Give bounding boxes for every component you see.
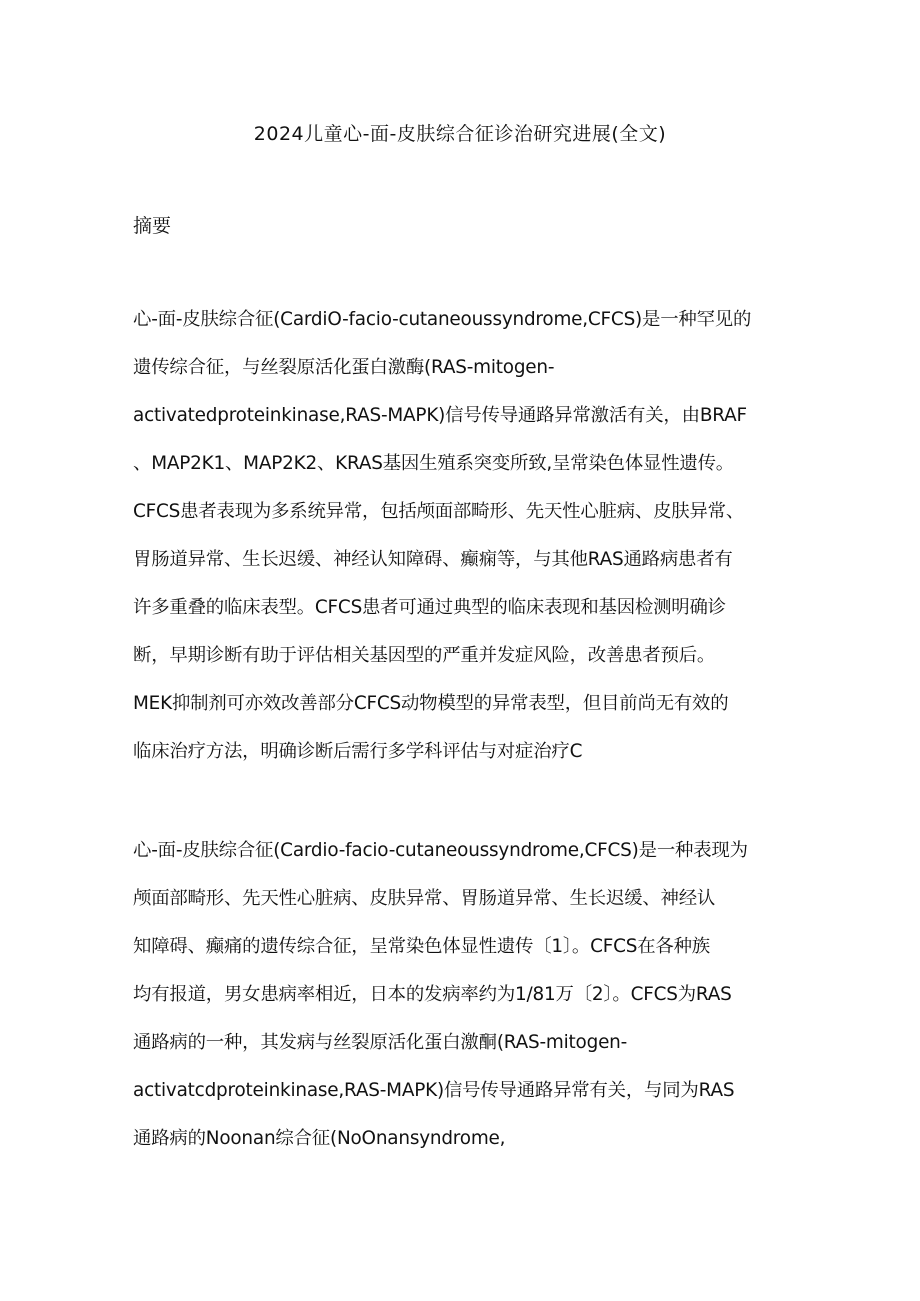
text-line: activatedproteinkinase,RAS-MAPK)信号传导通路异常激活有关，由BRAF [133,405,747,426]
abstract-heading: 摘要 [133,215,172,237]
text-line: 、MAP2K1、MAP2K2、KRAS基因生殖系突变所致,呈常染色体显性遗传。 [133,453,734,474]
text-line: 通路病的一种，其发病与丝裂原活化蛋白激酮(RAS-mitogen- [133,1032,628,1053]
body-paragraph [133,827,813,1163]
text-line: 心-面-皮肤综合征(CardiO-facio-cutaneoussyndrome,CFCS)是一种罕见的 [133,309,752,330]
text-line: 知障碍、癫痛的遗传综合征，呈常染色体显性遗传〔1〕。CFCS在各种族 [133,936,710,957]
text-line: 颅面部畸形、先天性心脏病、皮肤异常、胃肠道异常、生长迟缓、神经认 [133,888,716,909]
document-title: 2024儿童心-面-皮肤综合征诊治研究进展(全文) [253,123,667,145]
text-line: CFCS患者表现为多系统异常，包括颅面部畸形、先天性心脏病、皮肤异常、 [133,501,745,522]
text-line: 心-面-皮肤综合征(Cardio-facio-cutaneoussyndrome,CFCS)是一种表现为 [133,840,748,861]
abstract-paragraph [133,296,813,776]
text-line: 断，早期诊断有助于评估相关基因型的严重并发症风险，改善患者预后。 [133,645,716,666]
text-line: 通路病的Noonan综合征(NoOnansyndrome, [133,1128,506,1149]
text-line: 临床治疗方法，明确诊断后需行多学科评估与对症治疗C [133,741,583,762]
text-line: activatcdproteinkinase,RAS-MAPK)信号传导通路异常有关，与同为RAS [133,1080,735,1101]
text-line: 许多重叠的临床表型。CFCS患者可通过典型的临床表现和基因检测明确诊 [133,597,726,618]
text-line: 遗传综合征，与丝裂原活化蛋白激酶(RAS-mitogen- [133,357,555,378]
text-line: 胃肠道异常、生长迟缓、神经认知障碍、癫痫等，与其他RAS通路病患者有 [133,549,733,570]
text-line: 均有报道，男女患病率相近，日本的发病率约为1/81万〔2〕。CFCS为RAS [133,984,732,1005]
text-line: MEK抑制剂可亦效改善部分CFCS动物模型的异常表型，但目前尚无有效的 [133,693,729,714]
